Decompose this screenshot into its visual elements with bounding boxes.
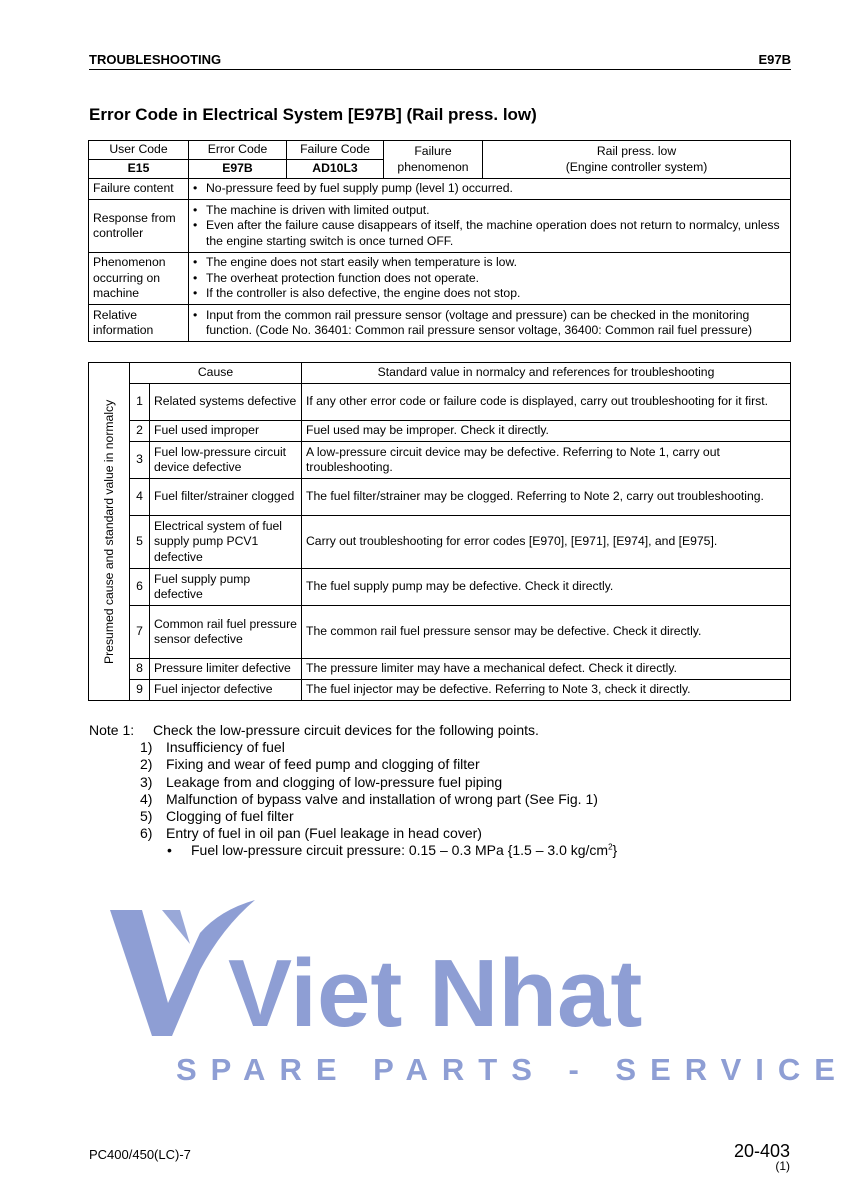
user-code-label: User Code	[89, 141, 189, 160]
note-item: 2) Fixing and wear of feed pump and clogging of filter	[140, 756, 480, 773]
cause-number: 2	[130, 421, 150, 442]
bullet: •	[167, 842, 172, 859]
info-item: • Input from the common rail pressure sensor (voltage and pressure) can be checked in the monitoring function. (Code No. 36401: Common rail pressure sensor voltage, 36400: Common rail fuel pressure)	[193, 308, 786, 339]
cause-number: 1	[130, 384, 150, 421]
info-row-label: Failure content	[89, 179, 189, 200]
cause-text: Fuel supply pump defective	[150, 569, 302, 606]
header-code: E97B	[758, 52, 791, 67]
note-item: 1) Insufficiency of fuel	[140, 739, 285, 756]
cause-number: 7	[130, 606, 150, 659]
info-row-content	[189, 253, 791, 305]
info-row-content	[189, 305, 791, 342]
info-row-label: Response from controller	[89, 200, 189, 253]
phenomenon-line1: Rail press. low	[596, 144, 677, 158]
note-label: Note 1:	[89, 722, 135, 738]
info-row-content	[189, 179, 791, 200]
info-row-label: Relative information	[89, 305, 189, 342]
cause-reference: The pressure limiter may have a mechanical defect. Check it directly.	[302, 659, 791, 680]
cause-text: Pressure limiter defective	[150, 659, 302, 680]
phenomenon-line2: (Engine controller system)	[565, 159, 708, 174]
cause-reference: The fuel injector may be defective. Referring to Note 3, check it directly.	[302, 680, 791, 701]
cause-reference: The fuel supply pump may be defective. Check it directly.	[302, 569, 791, 606]
failure-code: AD10L3	[287, 160, 384, 179]
cause-text: Electrical system of fuel supply pump PCV1 defective	[150, 516, 302, 569]
info-row-content	[189, 200, 791, 253]
cause-side-label: Presumed cause and standard value in normalcy	[89, 363, 130, 701]
note-1	[89, 722, 617, 860]
note-item: 6) Entry of fuel in oil pan (Fuel leakage in head cover)	[140, 825, 482, 842]
section-title: TROUBLESHOOTING	[89, 52, 222, 67]
phenomenon-value	[483, 141, 791, 179]
cause-number: 5	[130, 516, 150, 569]
cause-reference: Fuel used may be improper. Check it directly.	[302, 421, 791, 442]
page-num-main: 20-403	[733, 1141, 790, 1161]
cause-reference: The common rail fuel pressure sensor may be defective. Check it directly.	[302, 606, 791, 659]
cause-text: Fuel filter/strainer clogged	[150, 479, 302, 516]
error-code: E97B	[189, 160, 287, 179]
watermark-name: Viet Nhat	[228, 940, 643, 1047]
info-item: • The engine does not start easily when temperature is low.	[193, 255, 786, 271]
note-item: 4) Malfunction of bypass valve and installation of wrong part (See Fig. 1)	[140, 790, 598, 807]
note-item: 3) Leakage from and clogging of low-pressure fuel piping	[140, 773, 503, 790]
error-code-label: Error Code	[189, 141, 287, 160]
error-info-table	[88, 140, 791, 342]
cause-text: Common rail fuel pressure sensor defective	[150, 606, 302, 659]
info-item: • Even after the failure cause disappears of itself, the machine operation does not return to normalcy, unless the engine starting switch is once turned OFF.	[193, 218, 786, 249]
user-code: E15	[89, 160, 189, 179]
info-item: • The overheat protection function does not operate.	[193, 271, 786, 287]
page-header	[89, 51, 791, 70]
standard-col-header: Standard value in normalcy and references for troubleshooting	[302, 363, 791, 384]
cause-number: 8	[130, 659, 150, 680]
cause-reference: Carry out troubleshooting for error codes [E970], [E971], [E974], and [E975].	[302, 516, 791, 569]
cause-reference: A low-pressure circuit device may be defective. Referring to Note 1, carry out troubleshooting.	[302, 442, 791, 479]
cause-table	[88, 362, 791, 701]
info-item: • If the controller is also defective, the engine does not stop.	[193, 286, 786, 302]
watermark-logo	[110, 898, 849, 1098]
note-text: Check the low-pressure circuit devices for the following points.	[153, 722, 539, 738]
cause-reference: The fuel filter/strainer may be clogged. Referring to Note 2, carry out troubleshooting.	[302, 479, 791, 516]
info-item: • The machine is driven with limited output.	[193, 203, 786, 219]
info-row-label: Phenomenon occurring on machine	[89, 253, 189, 305]
cause-number: 4	[130, 479, 150, 516]
cause-text: Fuel used improper	[150, 421, 302, 442]
note-item: 5) Clogging of fuel filter	[140, 808, 294, 825]
cause-number: 3	[130, 442, 150, 479]
phenomenon-label: Failure phenomenon	[384, 141, 483, 179]
pressure-spec: • Fuel low-pressure circuit pressure: 0.15 – 0.3 MPa {1.5 – 3.0 $kg/cm^2$}	[167, 842, 618, 859]
cause-number: 6	[130, 569, 150, 606]
page-number	[734, 1142, 790, 1173]
cause-text: Fuel injector defective	[150, 680, 302, 701]
cause-number: 9	[130, 680, 150, 701]
watermark-tagline: SPARE PARTS - SERVICE	[176, 1052, 849, 1087]
cause-col-header: Cause	[130, 363, 302, 384]
cause-reference: If any other error code or failure code is displayed, carry out troubleshooting for it first.	[302, 384, 791, 421]
page-title: Error Code in Electrical System [E97B] (Rail press. low)	[89, 105, 537, 124]
model-name: PC400/450(LC)-7	[89, 1147, 191, 1162]
watermark-graphic	[110, 898, 849, 1098]
cause-text: Fuel low-pressure circuit device defective	[150, 442, 302, 479]
cause-text: Related systems defective	[150, 384, 302, 421]
page-num-sub: (1)	[775, 1159, 790, 1173]
failure-code-label: Failure Code	[287, 141, 384, 160]
info-item: • No-pressure feed by fuel supply pump (level 1) occurred.	[193, 181, 786, 197]
